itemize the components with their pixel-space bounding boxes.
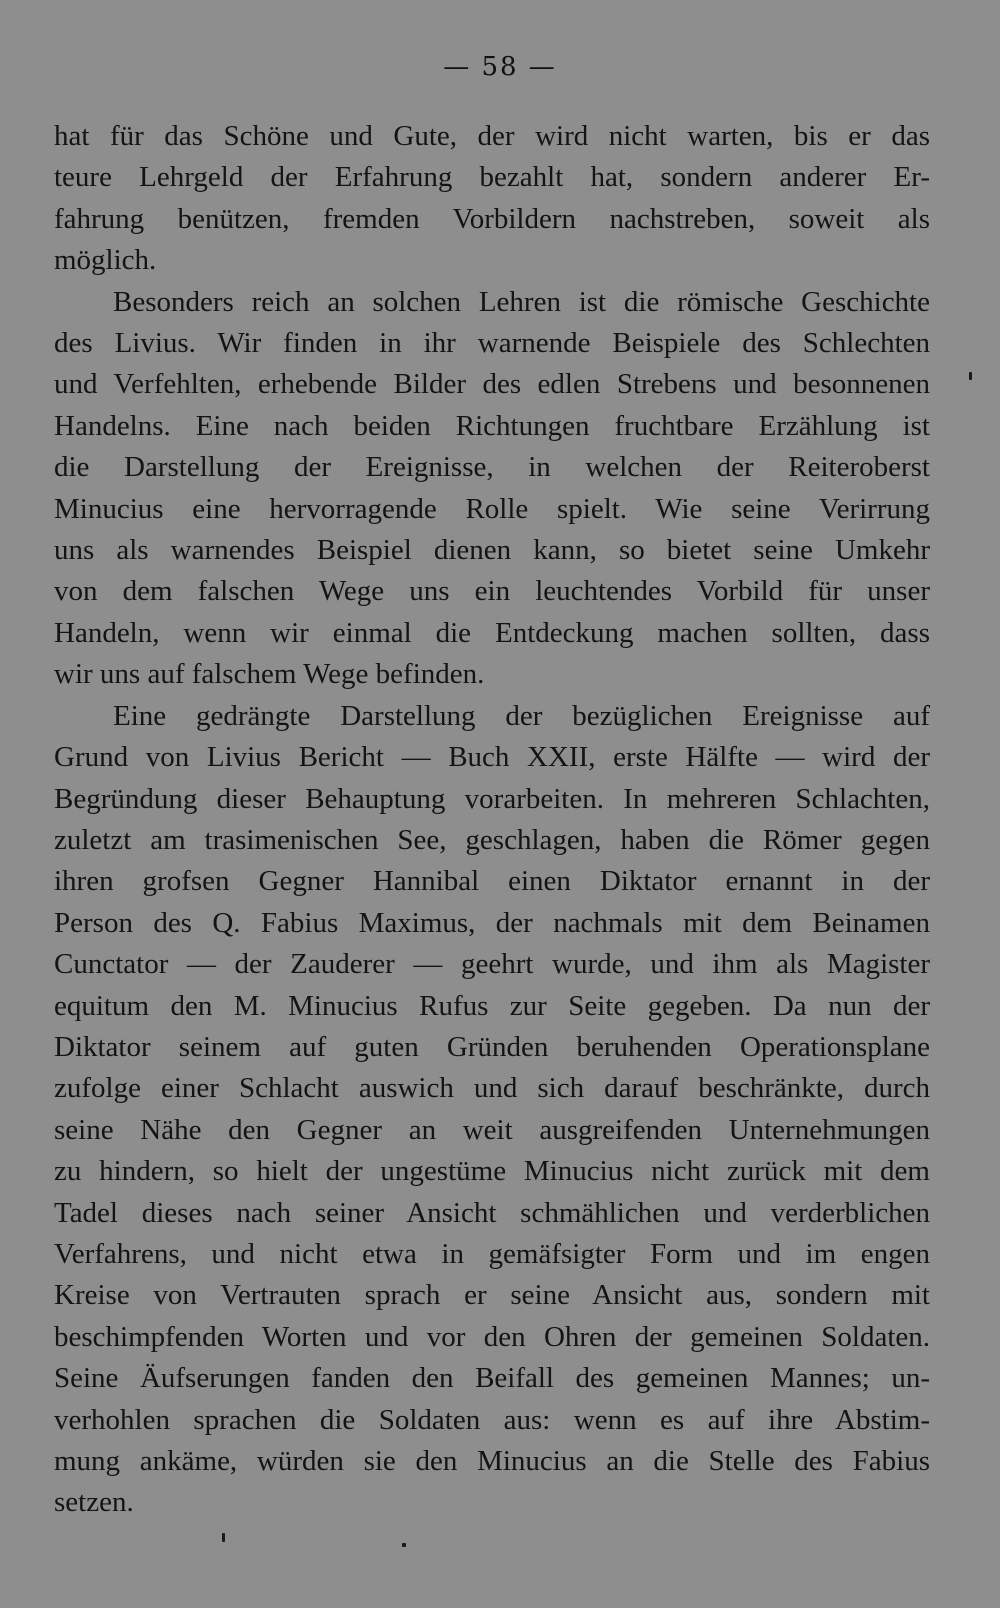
- text-line: equitum den M. Minucius Rufus zur Seite gegeben. Da nun der: [54, 989, 930, 1022]
- text-line: Besonders reich an solchen Lehren ist die römische Geschichte: [113, 285, 930, 318]
- text-line: teure Lehrgeld der Erfahrung bezahlt hat, sondern anderer Er-: [54, 161, 930, 194]
- text-line: beschimpfenden Worten und vor den Ohren der gemeinen Soldaten.: [54, 1320, 930, 1353]
- text-line: Handelns. Eine nach beiden Richtungen fruchtbare Erzählung ist: [54, 409, 930, 442]
- text-line: des Livius. Wir finden in ihr warnende Beispiele des Schlechten: [54, 327, 930, 360]
- text-line: ihren grofsen Gegner Hannibal einen Diktator ernannt in der: [54, 865, 930, 898]
- text-line: fahrung benützen, fremden Vorbildern nachstreben, soweit als: [54, 202, 930, 235]
- text-line: möglich.: [54, 244, 157, 277]
- text-line: Diktator seinem auf guten Gründen beruhenden Operationsplane: [54, 1030, 930, 1063]
- text-line: wir uns auf falschem Wege befinden.: [54, 658, 485, 691]
- body-text: [54, 116, 930, 1524]
- text-line: Person des Q. Fabius Maximus, der nachmals mit dem Beinamen: [54, 906, 930, 939]
- text-line: zuletzt am trasimenischen See, geschlagen, haben die Römer gegen: [54, 823, 930, 856]
- text-line: hat für das Schöne und Gute, der wird nicht warten, bis er das: [54, 120, 930, 152]
- text-line: Kreise von Vertrauten sprach er seine Ansicht aus, sondern mit: [54, 1279, 930, 1312]
- scan-speck: [402, 1543, 406, 1547]
- text-line: und Verfehlten, erhebende Bilder des edlen Strebens und besonnenen: [54, 368, 930, 401]
- text-line: Cunctator — der Zauderer — geehrt wurde, und ihm als Magister: [54, 948, 930, 981]
- text-line: uns als warnendes Beispiel dienen kann, so bietet seine Umkehr: [54, 534, 930, 567]
- text-line: Tadel dieses nach seiner Ansicht schmählichen und verderblichen: [54, 1196, 930, 1229]
- text-line: Grund von Livius Bericht — Buch XXII, erste Hälfte — wird der: [54, 741, 930, 774]
- text-line: zufolge einer Schlacht auswich und sich darauf beschränkte, durch: [54, 1072, 930, 1105]
- text-line: Minucius eine hervorragende Rolle spielt. Wie seine Verirrung: [54, 492, 930, 525]
- text-line: Seine Äufserungen fanden den Beifall des gemeinen Mannes; un-: [54, 1362, 930, 1395]
- text-line: setzen.: [54, 1486, 134, 1519]
- scan-speck: [969, 372, 972, 380]
- text-line: die Darstellung der Ereignisse, in welchen der Reiteroberst: [54, 451, 930, 484]
- text-line: von dem falschen Wege uns ein leuchtendes Vorbild für unser: [54, 575, 930, 608]
- text-line: Verfahrens, und nicht etwa in gemäfsigter Form und im engen: [54, 1237, 930, 1270]
- text-line: verhohlen sprachen die Soldaten aus: wenn es auf ihre Abstim-: [54, 1403, 930, 1436]
- text-line: Eine gedrängte Darstellung der bezüglichen Ereignisse auf: [113, 699, 930, 732]
- scan-speck: [222, 1533, 225, 1542]
- text-line: zu hindern, so hielt der ungestüme Minucius nicht zurück mit dem: [54, 1155, 930, 1188]
- text-line: seine Nähe den Gegner an weit ausgreifenden Unternehmungen: [54, 1113, 930, 1146]
- text-line: mung ankäme, würden sie den Minucius an die Stelle des Fabius: [54, 1445, 930, 1477]
- page-number: — 58 —: [443, 52, 557, 82]
- text-line: Handeln, wenn wir einmal die Entdeckung machen sollten, dass: [54, 616, 930, 649]
- text-line: Begründung dieser Behauptung vorarbeiten. In mehreren Schlachten,: [54, 782, 930, 815]
